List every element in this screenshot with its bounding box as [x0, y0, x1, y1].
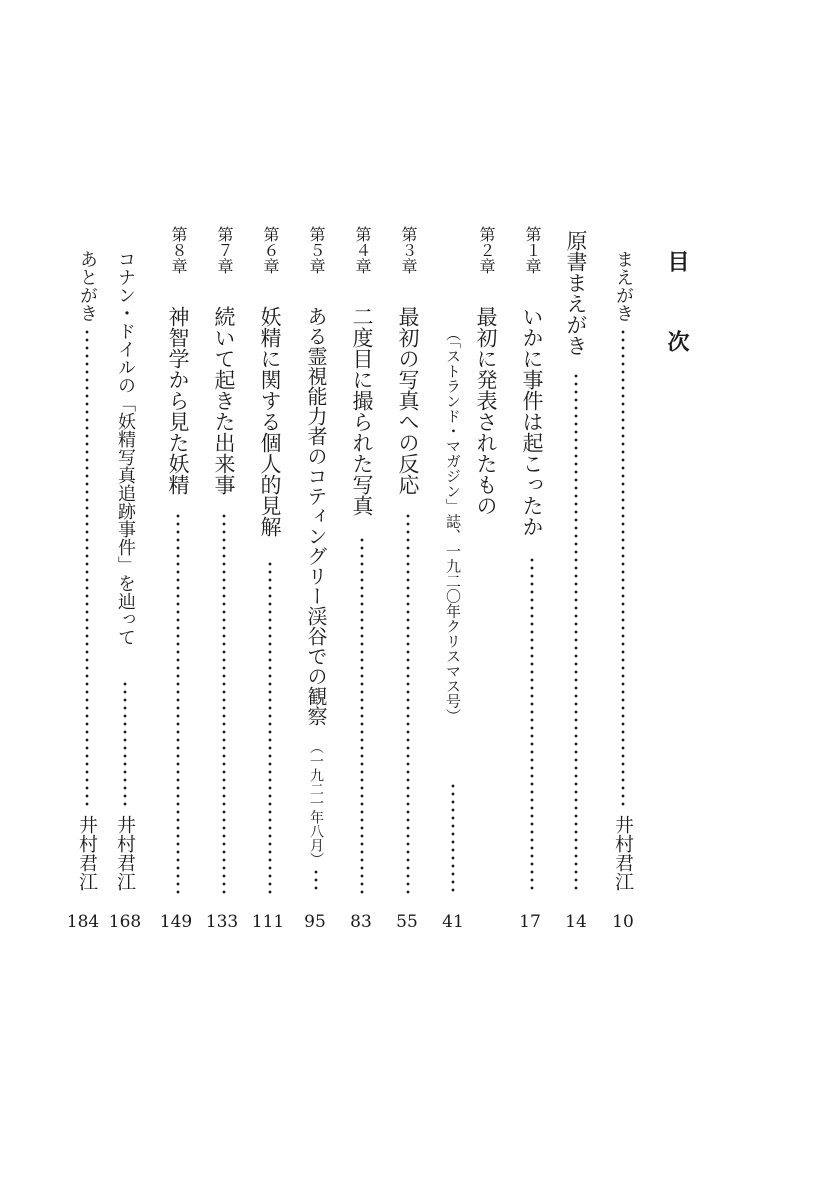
entry-author: 井村君江	[76, 815, 98, 891]
toc-entry	[519, 0, 545, 1200]
toc-entry	[610, 0, 636, 1200]
leader-dots	[176, 512, 180, 894]
entry-title: 原書まえがき	[564, 230, 588, 356]
entry-title: いかに事件は起こったか	[520, 306, 544, 537]
entry-chapter: 第８章	[169, 226, 188, 274]
toc-entry	[211, 0, 237, 1200]
toc-entry	[257, 0, 283, 1200]
entry-title: まえがき	[613, 250, 634, 322]
toc-entry	[395, 0, 421, 1200]
entry-chapter: 第１章	[523, 226, 542, 274]
toc-entry	[563, 0, 589, 1200]
leader-dots	[360, 536, 364, 894]
entry-chapter: 第６章	[261, 226, 280, 274]
toc-entry	[303, 0, 329, 1200]
entry-title: コナン・ドイルの「妖精写真追跡事件」を辿って	[115, 250, 136, 646]
entry-title: 最初に発表されたもの	[474, 306, 498, 516]
toc-entry	[165, 0, 191, 1200]
leader-dots	[314, 868, 318, 894]
entry-page: 168	[108, 912, 142, 932]
leader-dots	[530, 556, 534, 894]
toc-title: 目 次	[664, 250, 690, 370]
entry-subtitle: （「ストランド・マガジン」誌、一九二〇年クリスマス号）	[444, 326, 462, 724]
entry-title: 妖精に関する個人的見解	[258, 306, 282, 537]
toc-entry	[112, 0, 138, 1200]
entry-chapter: 第４章	[353, 226, 372, 274]
entry-title-note: （一九二一年八月）	[308, 740, 324, 866]
leader-dots	[222, 512, 226, 894]
leader-dots	[574, 372, 578, 894]
entry-title: 神智学から見た妖精	[166, 306, 190, 495]
entry-page: 184	[66, 912, 100, 932]
entry-page: 41	[442, 912, 464, 932]
entry-title: あとがき	[77, 250, 98, 322]
entry-author: 井村君江	[612, 815, 634, 891]
entry-page: 10	[612, 912, 634, 932]
entry-author: 井村君江	[114, 815, 136, 891]
entry-title: 二度目に撮られた写真	[350, 306, 374, 516]
entry-title: 続いて起きた出来事	[212, 306, 236, 495]
entry-chapter: 第３章	[399, 226, 418, 274]
entry-chapter: 第７章	[215, 226, 234, 274]
entry-page: 111	[251, 912, 285, 932]
leader-dots	[123, 680, 127, 810]
toc-entry	[473, 0, 499, 1200]
entry-page: 55	[396, 912, 418, 932]
entry-chapter: 第２章	[477, 226, 496, 274]
entry-title: 最初の写真への反応	[396, 306, 420, 495]
leader-dots	[451, 782, 455, 894]
entry-page: 95	[304, 912, 326, 932]
toc-entry	[349, 0, 375, 1200]
entry-page: 14	[565, 912, 587, 932]
entry-page: 17	[519, 912, 541, 932]
entry-page: 149	[159, 912, 193, 932]
entry-chapter: 第５章	[307, 226, 326, 274]
leader-dots	[268, 560, 272, 894]
leader-dots	[406, 512, 410, 894]
entry-title: ある霊視能力者のコティングリー渓谷での観察	[304, 306, 328, 726]
toc-entry-subtitle-line	[440, 0, 466, 1200]
toc-entry	[74, 0, 100, 1200]
entry-page: 133	[205, 912, 239, 932]
leader-dots	[85, 328, 89, 810]
leader-dots	[621, 328, 625, 810]
entry-page: 83	[350, 912, 372, 932]
